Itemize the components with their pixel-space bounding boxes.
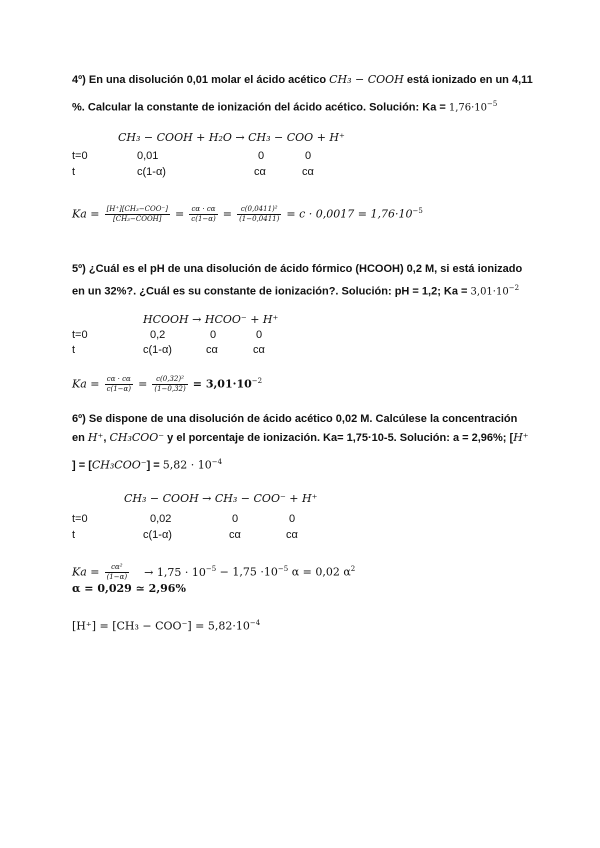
fraction <box>189 205 217 224</box>
fraction-numerator: cα · cα <box>189 205 217 215</box>
ka-exponent: −2 <box>508 284 520 292</box>
initial-zero: 0 <box>256 329 263 341</box>
problem-6-line-3 <box>72 455 222 473</box>
initial-zero: 0 <box>258 150 265 162</box>
initial-zero: 0 <box>305 150 312 162</box>
ka-calculation <box>72 557 355 585</box>
fraction <box>152 375 187 394</box>
fraction <box>105 375 133 394</box>
equilibrium-ion: cα <box>229 529 241 541</box>
fraction-numerator: c(0,0411)² <box>237 205 281 215</box>
problem-5-line-1: 5º) ¿Cuál es el pH de una disolución de ácido fórmico (HCOOH) 0,2 M, si está ionizado <box>72 263 523 275</box>
fraction-denominator: [CH₃−COOH] <box>112 215 162 224</box>
equilibrium-ion: cα <box>302 166 314 178</box>
reaction-equation: CH₃ − COOH + H₂O → CH₃ − COO + H⁺ <box>118 131 345 144</box>
fraction-denominator: (1−0,32) <box>154 385 186 394</box>
acetic-acid-formula: CH₃ − COOH <box>329 73 404 86</box>
initial-zero: 0 <box>232 513 239 525</box>
initial-zero: 0 <box>289 513 296 525</box>
acetate-ion: CH₃COO⁻ <box>91 458 147 472</box>
fraction-denominator: (1−α) <box>106 573 128 582</box>
problem-4-text: %. Calcular la constante de ionización del ácido acético. Solución: Ka = <box>72 101 449 114</box>
equilibrium-ion: cα <box>206 344 218 356</box>
problem-6-text: en <box>72 432 88 444</box>
ka-value: 1,76·10 <box>448 102 488 114</box>
result-exponent: −5 <box>412 207 423 215</box>
hydrogen-ion: H⁺ <box>87 431 104 444</box>
result: = 3,01·10 <box>192 377 252 391</box>
concentration-result-exponent: −4 <box>249 619 261 627</box>
fraction-numerator: cα² <box>105 563 130 573</box>
initial-concentration: 0,2 <box>150 329 166 341</box>
problem-6-text: , <box>103 432 110 444</box>
ka-value: 3,01·10 <box>470 286 509 298</box>
result-exponent: −2 <box>251 377 263 385</box>
equilibrium-ion: cα <box>253 344 265 356</box>
problem-6-line-1: 6º) Se dispone de una disolución de ácido acético 0,02 M. Calcúlese la concentración <box>72 413 518 425</box>
ka-exponent: −5 <box>487 100 498 108</box>
fraction <box>105 563 130 582</box>
problem-4-line-2 <box>72 97 497 116</box>
alpha-result: α = 0,029 ≃ 2,96% <box>72 582 186 595</box>
concentration-exponent: −4 <box>211 458 223 466</box>
row-label-t: t <box>72 166 76 178</box>
equilibrium-ion: cα <box>286 529 298 541</box>
equilibrium-ion: cα <box>254 166 266 178</box>
initial-concentration: 0,01 <box>137 150 159 162</box>
row-label-t: t <box>72 344 76 356</box>
equilibrium-acid: c(1-α) <box>143 529 172 541</box>
problem-4-line-1 <box>72 73 533 87</box>
fraction-denominator: c(1−α) <box>106 385 131 394</box>
row-label-t0: t=0 <box>72 329 88 341</box>
ka-label: Ka = <box>72 377 100 391</box>
problem-5-line-2 <box>72 281 519 300</box>
equals: = <box>222 207 233 221</box>
ka-label: Ka = <box>72 207 100 221</box>
equation-rhs: − 1,75 ·10 <box>216 565 278 579</box>
concentration-result-text: [H⁺] = [CH₃ − COO⁻] = 5,82·10 <box>72 619 250 633</box>
row-label-t: t <box>72 529 76 541</box>
equation-rhs: α = 0,02 α <box>288 565 351 579</box>
fraction-numerator: cα · cα <box>105 375 133 385</box>
equilibrium-acid: c(1-α) <box>137 166 166 178</box>
concentration-value: 5,82 · 10 <box>162 458 212 472</box>
hydrogen-ion: H⁺ <box>513 431 529 444</box>
initial-zero: 0 <box>210 329 217 341</box>
problem-4-text: 4º) En una disolución 0,01 molar el ácido acético <box>72 74 330 86</box>
ka-calculation <box>72 368 262 398</box>
acetate-ion: CH₃COO⁻ <box>109 431 165 444</box>
problem-5-text: en un 32%?. ¿Cuál es su constante de ionización?. Solución: pH = 1,2; Ka = <box>72 285 471 298</box>
problem-6-text: ] = <box>146 459 163 472</box>
problem-6-text: y el porcentaje de ionización. Ka= 1,75·10-5. Solución: a = 2,96%; [ <box>164 432 514 444</box>
exponent: −5 <box>277 565 289 573</box>
problem-6-line-2 <box>72 431 529 445</box>
result: = c · 0,0017 = 1,76·10 <box>286 207 413 221</box>
fraction <box>105 205 170 224</box>
fraction-numerator: c(0,32)² <box>152 375 187 385</box>
equation-rhs: → 1,75 · 10 <box>144 565 206 579</box>
fraction-denominator: c(1−α) <box>191 215 216 224</box>
reaction-equation: CH₃ − COOH → CH₃ − COO⁻ + H⁺ <box>124 492 318 505</box>
ka-calculation <box>72 198 423 228</box>
problem-6-text: ] = [ <box>72 459 92 472</box>
ka-label: Ka = <box>72 565 100 579</box>
reaction-equation: HCOOH → HCOO⁻ + H⁺ <box>143 313 279 326</box>
row-label-t0: t=0 <box>72 150 88 162</box>
equals: = <box>138 377 148 391</box>
exponent: −5 <box>205 565 217 573</box>
equals: = <box>175 207 185 221</box>
fraction-denominator: (1−0,0411) <box>239 215 280 224</box>
concentration-result <box>72 616 260 634</box>
row-label-t0: t=0 <box>72 513 88 525</box>
fraction-numerator: [H⁺][CH₃−COO⁻] <box>106 205 168 214</box>
problem-4-text: está ionizado en un 4,11 <box>403 74 533 86</box>
equilibrium-acid: c(1-α) <box>143 344 172 356</box>
exponent: 2 <box>350 565 356 573</box>
fraction <box>237 205 281 224</box>
initial-concentration: 0,02 <box>150 513 172 525</box>
